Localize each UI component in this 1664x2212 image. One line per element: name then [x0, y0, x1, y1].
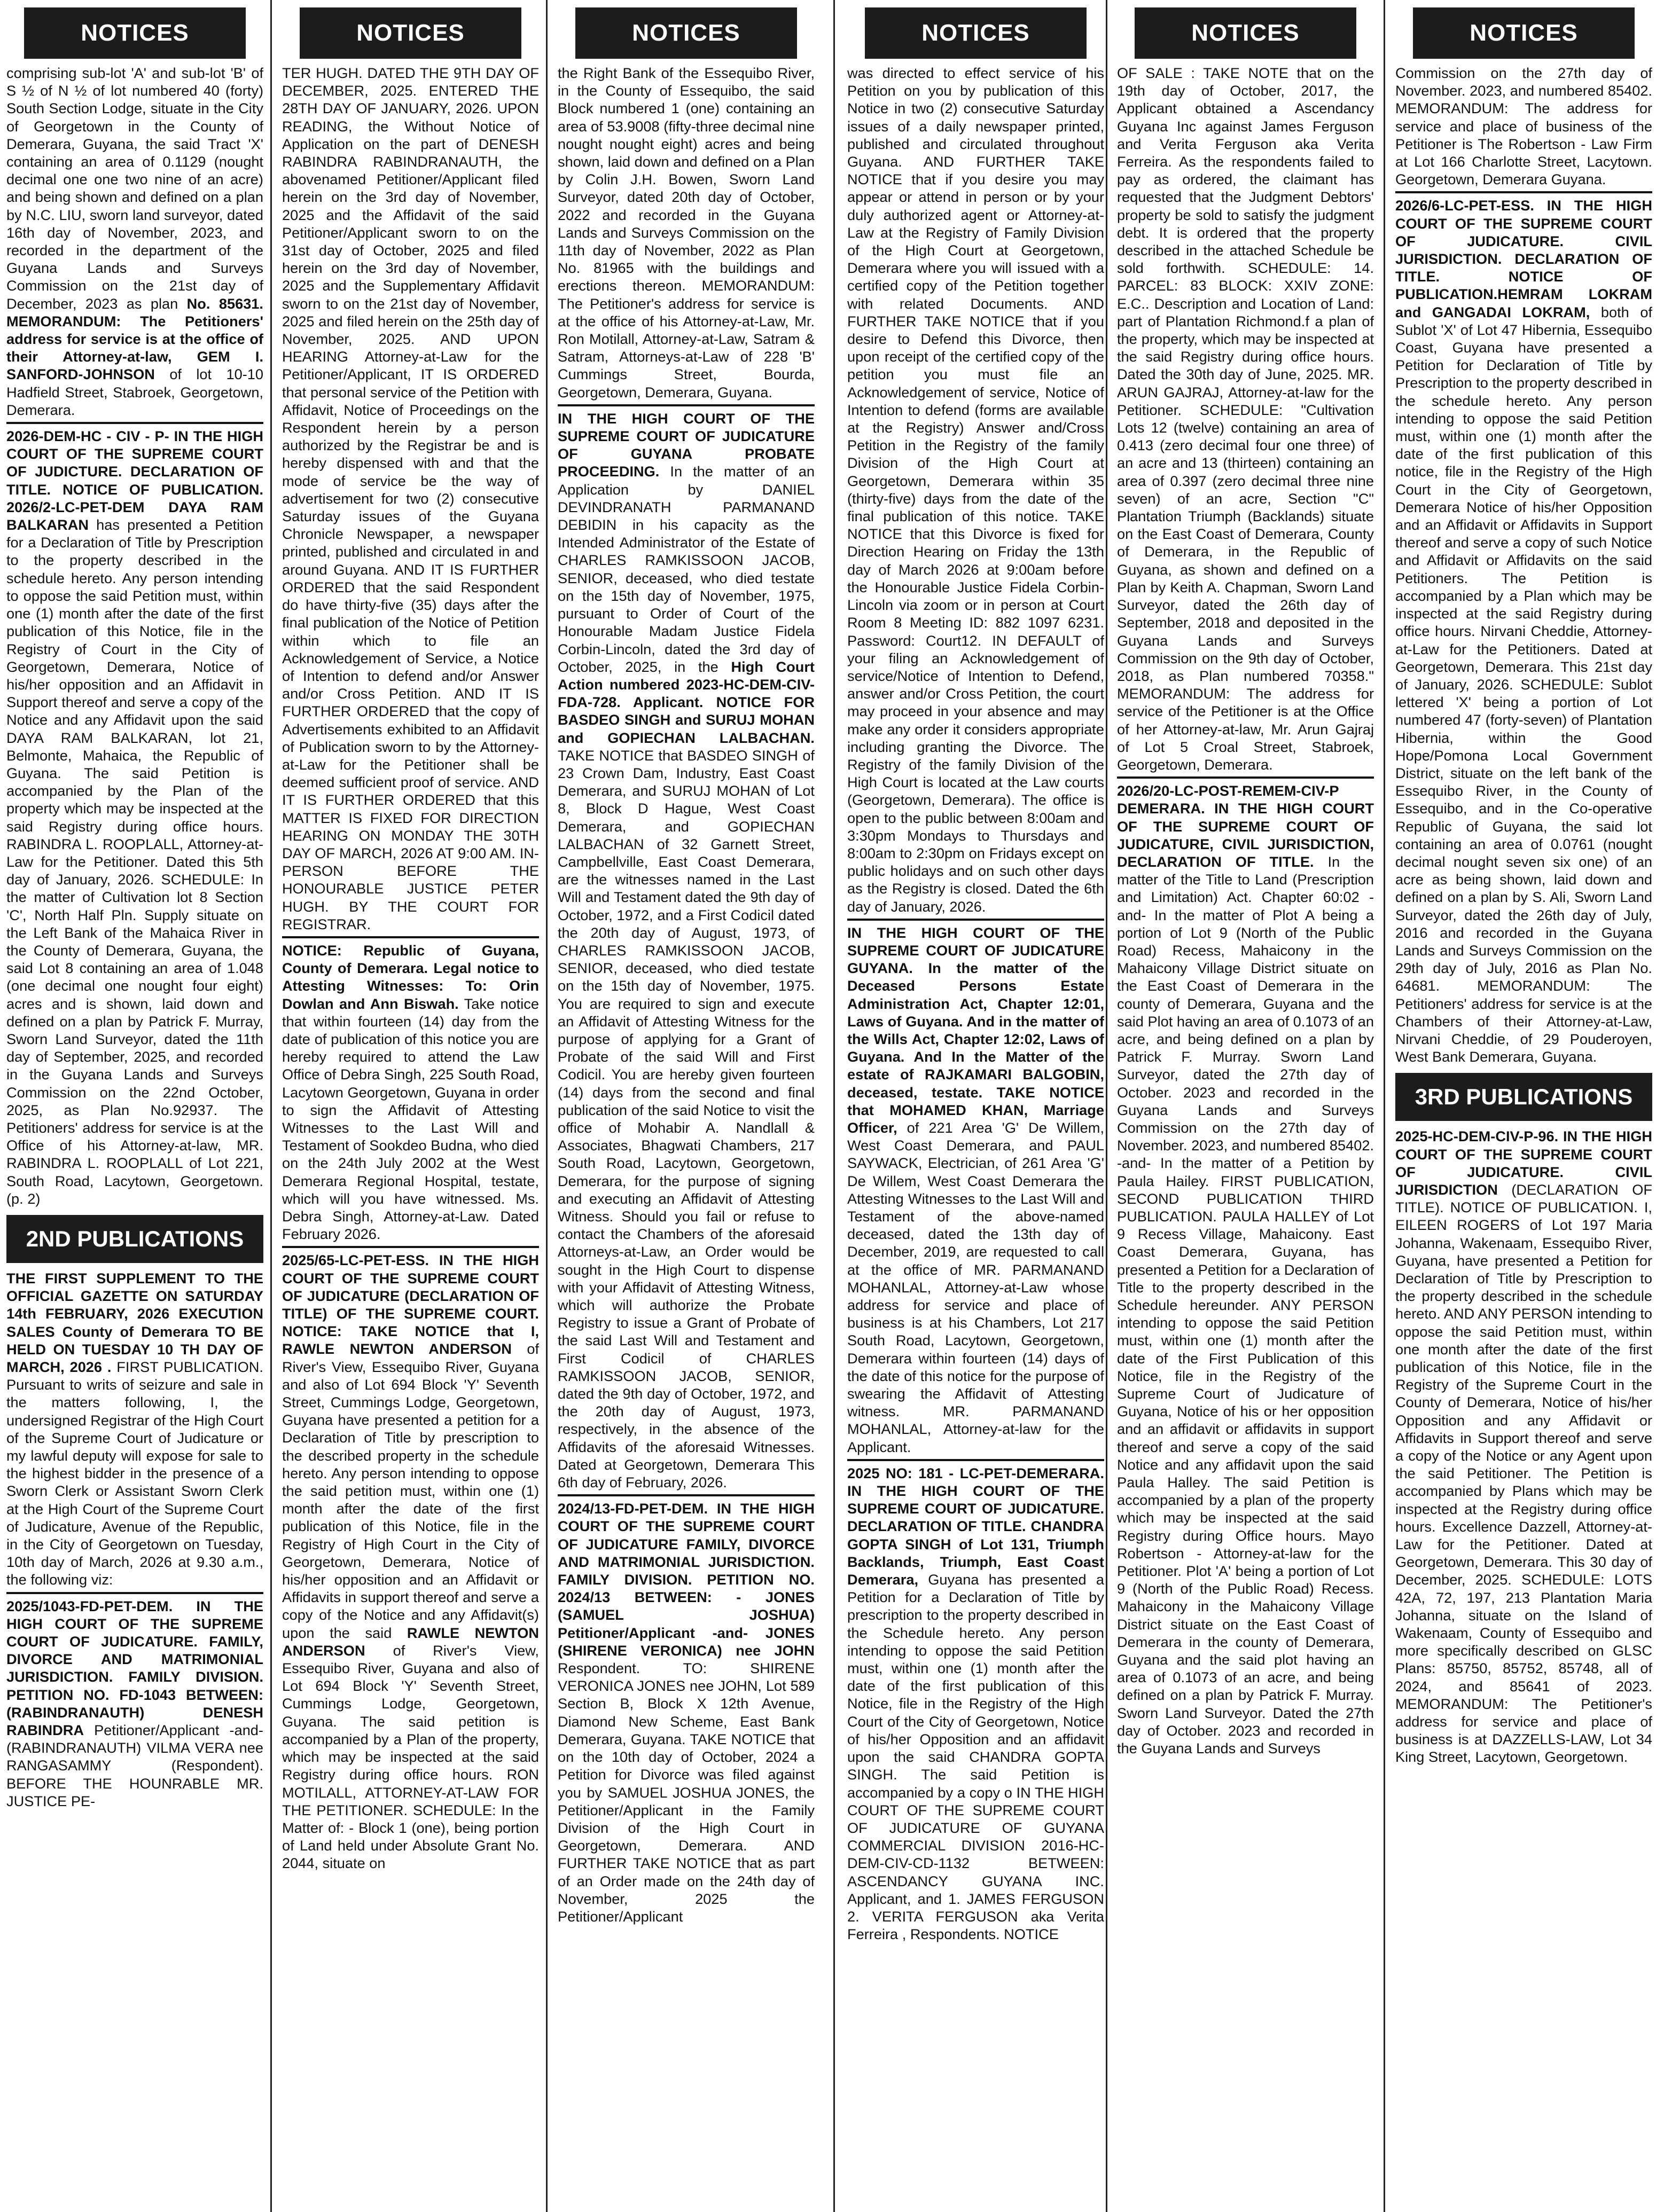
notice: [282, 942, 539, 1243]
notice: [6, 1597, 263, 1810]
column-divider: [1106, 0, 1107, 2212]
notices-header: NOTICES: [1135, 7, 1356, 59]
notice-heading: THE FIRST SUPPLEMENT TO THE OFFICIAL GAZETTE ON SATURDAY 14th FEBRUARY, 2026 EXECUTION SALES County of Demerara TO BE HELD ON TUESDAY 10 TH DAY OF MARCH, 2026 .: [6, 1270, 263, 1376]
notice-text: has presented a Petition for a Declaration of Title by Prescription to the property described in the schedule hereto. Any person intending to oppose the said Petition must, within one (1) month after the date of the first publication of this Notice, file in the Registry of Court in the City of Georgetown, Demerara, Notice of his/her opposition and an Affidavit in Support thereof and serve a copy of the Notice and any Affidavit upon the said DAYA RAM BALKARAN, lot 21, Belmonte, Mahaica, the Republic of Guyana. The said Petition is accompanied by the Plan of the property which may be inspected at the said Registry during office hours. RABINDRA L. ROOPLALL, Attorney-at-Law for the Petitioner. Dated this 5th day of January, 2026. SCHEDULE: In the matter of Cultivation lot 8 Section 'C', North Half Pln. Supply situate on the Left Bank of the Mahaica River in the County of Demerara, Guyana, the said Lot 8 containing an area of 1.048 (one decimal one nought four eight) acres and is shown, laid down and defined on a plan by Patrick F. Murray, Sworn Land Surveyor, dated the 11th day of September, 2025, and recorded in the Guyana Lands and Surveys Commission on the 22nd October, 2025, as Plan No.92937. The Petitioners' address for service is at the Office of his Attorney-at-law, MR. RABINDRA L. ROOPLALL of Lot 221, South Road, Lacytown, Georgetown. (p. 2): [6, 516, 263, 1207]
column-divider: [1384, 0, 1385, 2212]
notice-separator: [558, 404, 815, 406]
notices-header: NOTICES: [1413, 7, 1635, 59]
notice-heading: 2026-DEM-HC - CIV - P- IN THE HIGH COURT OF THE SUPREME COURT OF JUDICTURE. DECLARATION OF TITLE. NOTICE OF PUBLICATION. 2026/2-LC-PET-DEM DAYA RAM BALKARAN: [6, 428, 263, 534]
notice: [282, 1251, 539, 1872]
notice: [6, 1269, 263, 1589]
notice: [1395, 197, 1652, 1065]
notice-bold-text: High Court Action numbered 2023-HC-DEM-CIV-FDA-728. Applicant. NOTICE FOR BASDEO SINGH and SURUJ MOHAN and GOPIECHAN LALBACHAN.: [558, 658, 815, 746]
notices-header: NOTICES: [300, 7, 521, 59]
notice-text: (DECLARATION OF TITLE). NOTICE OF PUBLICATION. I, EILEEN ROGERS of Lot 197 Maria Johanna, Wakenaam, Essequibo River, Guyana, have presented a Petition for Declaration of Title by Prescription to the property described in the schedule hereto. AND ANY PERSON intending to oppose the said Petition must, within one month after the date of the first publication of this Notice, file in the Registry of the Supreme Court in the County of Demerara, Notice of his/her Opposition and any Affidavit or Affidavits in Support thereof and serve a copy of the Notice or any Agent upon the said Petitioner. The Petition is accompanied by Plans which may be inspected at the Registry during office hours. Excellence Dazzell, Attorney-at-Law for the Petitioner. Dated at Georgetown, Demerara. This 30 day of December, 2025. SCHEDULE: LOTS 42A, 72, 197, 213 Plantation Maria Johanna, situate on the Island of Wakenaam, County of Essequibo and more specifically described on GLSC Plans: 85750, 85752, 85748, all of 2024, and 85641 of 2023. MEMORANDUM: The Petitioner's address for service and place of business is at DAZZELLS-LAW, Lot 34 King Street, Lacytown, Georgetown.: [1395, 1181, 1652, 1766]
notice-heading: 2024/13-FD-PET-DEM. IN THE HIGH COURT OF THE SUPREME COURT OF JUDICATURE FAMILY, DIVORCE AND MATRIMONIAL JURISDICTION. FAMILY DIVISION. PETITION NO. 2024/13 BETWEEN: - JONES (SAMUEL JOSHUA) Petitioner/Applicant -and- JONES (SHIRENE VERONICA) nee JOHN: [558, 1500, 815, 1659]
column-5: [1117, 0, 1374, 2212]
notice: [1395, 1127, 1652, 1766]
column-2: [282, 0, 539, 2212]
column-text: [558, 64, 815, 1925]
section-banner-3rd-publications: 3RD PUBLICATIONS: [1395, 1073, 1652, 1121]
notices-header: NOTICES: [865, 7, 1087, 59]
section-banner-2nd-publications: 2ND PUBLICATIONS: [6, 1215, 263, 1263]
notice: [1395, 64, 1652, 188]
column-6: [1395, 0, 1652, 2212]
notice-heading: NOTICE: Republic of Guyana, County of Demerara. Legal notice to Attesting Witnesses: To: Orin Dowlan and Ann Biswah.: [282, 942, 539, 1012]
notices-header: NOTICES: [24, 7, 246, 59]
notice-separator: [1395, 191, 1652, 193]
notice: [6, 427, 263, 1207]
notice-separator: [6, 422, 263, 424]
notice-text: Respondent. TO: SHIRENE VERONICA JONES nee JOHN, Lot 589 Section B, Block X 12th Avenue, Diamond New Scheme, East Bank Demerara, Guyana. TAKE NOTICE that on the 10th day of October, 2024 a Petition for Divorce was filed against you by SAMUEL JOSHUA JONES, the Petitioner/Applicant in the Family Division of the High Court in Georgetown, Demerara. AND FURTHER TAKE NOTICE that as part of an Order made on the 24th day of November, 2025 the Petitioner/Applicant: [558, 1660, 815, 1925]
notice: [847, 1464, 1104, 1943]
notice-heading: 2025-HC-DEM-CIV-P-96. IN THE HIGH COURT OF THE SUPREME COURT OF JUDICATURE. CIVIL JURISDICTION: [1395, 1128, 1652, 1198]
notice: [1117, 64, 1374, 773]
notice-separator: [6, 1592, 263, 1594]
notice-text: In the matter of an Application by DANIEL DEVINDRANATH PARMANAND DEBIDIN in his capacity as the Intended Administrator of the Estate of CHARLES RAMKISSOON JACOB, SENIOR, deceased, who died testate on the 15th day of November, 1975, pursuant to Order of Court of the Honourable Madam Justice Fidela Corbin-Lincoln, dated the 3rd day of October, 2025, in the: [558, 463, 815, 675]
notice-text: of 221 Area 'G' De Willem, West Coast Demerara, and PAUL SAYWACK, Electrician, of 261 Area 'G' De Willem, West Coast Demerara the Attesting Witnesses to the Last Will and Testament of the above-named deceased, dated the 13th day of December, 2019, are requested to call at the office of MR. PARMANAND MOHANLAL, Attorney-at-Law whose address for service and place of business is at his Chambers, Lot 217 South Road, Lacytown, Georgetown, Demerara within fourteen (14) days of the date of this notice for the purpose of swearing the Affidavit of Attesting witness. MR. PARMANAND MOHANLAL, Attorney-at-law for the Applicant.: [847, 1119, 1104, 1455]
notice-heading: 2025 NO: 181 - LC-PET-DEMERARA. IN THE HIGH COURT OF THE SUPREME COURT OF JUDICATURE. DECLARATION OF TITLE. CHANDRA GOPTA SINGH of Lot 131, Triumph Backlands, Triumph, East Coast Demerara,: [847, 1464, 1104, 1588]
notice-text: TAKE NOTICE that BASDEO SINGH of 23 Crown Dam, Industry, East Coast Demerara, and SURUJ MOHAN of Lot 8, Block D Hague, West Coast Demerara, and GOPIECHAN LALBACHAN of 32 Garnett Street, Campbellville, East Coast Demerara, are the witnesses named in the Last Will and Testament dated the 9th day of October, 1972, and a First Codicil dated the 20th day of August, 1973, of CHARLES RAMKISSOON JACOB, SENIOR, deceased, who died testate on the 15th day of November, 1975. You are required to sign and execute an Affidavit of Attesting Witness for the purpose of applying for a Grant of Probate of the said Will and First Codicil. You are hereby given fourteen (14) days from the second and final publication of the said Notice to visit the office of Mohabir A. Nandlall & Associates, Bhagwati Chambers, 217 South Road, Lacytown, Georgetown, Demerara, for the purpose of signing and executing an Affidavit of Attesting Witness. Should you fail or refuse to contact the Chambers of the aforesaid Attorneys-at-Law, an Order would be sought in the High Court to dispense with your Affidavit of Attesting Witness, which will authorize the Probate Registry to issue a Grant of Probate of the said Last Will and Testament and First Codicil of CHARLES RAMKISSOON JACOB, SENIOR, dated the 9th day of October, 1972, and the 20th day of August, 1973, respectively, in the absence of the Affidavits of the aforesaid Witnesses. Dated at Georgetown, Demerara This 6th day of February, 2026.: [558, 747, 815, 1491]
notice-text: TER HUGH. DATED THE 9TH DAY OF DECEMBER, 2025. ENTERED THE 28TH DAY OF JANUARY, 2026. UPON READING, the Without Notice of Application on the part of DENESH RABINDRA RABINDRANAUTH, the abovenamed Petitioner/Applicant filed herein on the 3rd day of November, 2025 and the Affidavit of the said Petitioner/Applicant sworn to on the 31st day of October, 2025 and filed herein on the 3rd day of November, 2025 and the Supplementary Affidavit sworn to on the 21st day of November, 2025 and filed herein on the 25th day of November, 2025. AND UPON HEARING Attorney-at-Law for the Petitioner/Applicant, IT IS ORDERED that personal service of the Petition with Affidavit, Notice of Proceedings on the Respondent herein by a person authorized by the Registrar be and is hereby dispensed with and that the mode of service be the way of advertisement for two (2) consecutive Saturday issues of the Guyana Chronicle Newspaper, a newspaper printed, published and circulated in and around Guyana. AND IT IS FURTHER ORDERED that the said Respondent do have thirty-five (35) days after the final publication of the Notice of Petition within which to file an Acknowledgement of Service, a Notice of Intention to defend and/or Answer and/or Cross Petition. AND IT IS FURTHER ORDERED that the copy of Advertisements exhibited to an Affidavit of Publication sworn to by the Attorney-at-Law for the Petitioner shall be deemed sufficient proof of service. AND IT IS FURTHER ORDERED that this MATTER IS FIXED FOR DIRECTION HEARING ON MONDAY THE 30TH DAY OF MARCH, 2026 AT 9:00 AM. IN-PERSON BEFORE THE HONOURABLE JUSTICE PETER HUGH. BY THE COURT FOR REGISTRAR.: [282, 65, 539, 932]
notice-separator: [282, 1246, 539, 1248]
notice-heading: 2025/1043-FD-PET-DEM. IN THE HIGH COURT OF THE SUPREME COURT OF JUDICATURE. FAMILY, DIVORCE AND MATRIMONIAL JURISDICTION. FAMILY DIVISION. PETITION NO. FD-1043 BETWEEN:(RABINDRANAUTH) DENESH RABINDRA: [6, 1597, 263, 1739]
notice-text: of lot 10-10 Hadfield Street, Stabroek, Georgetown, Demerara.: [6, 366, 263, 418]
notice: [282, 64, 539, 933]
notice-text: Take notice that within fourteen (14) day from the date of publication of this notice you are hereby required to attend the Law Office of Debra Singh, 225 South Road, Lacytown Georgetown, Guyana in order to sign the Affidavit of Attesting Witnesses to the Last Will and Testament of Sookdeo Budna, who died on the 24th July 2002 at the West Demerara Regional Hospital, testate, which will you have witnessed. Ms. Debra Singh, Attorney-at-Law. Dated February 2026.: [282, 995, 539, 1243]
notice-separator: [847, 919, 1104, 921]
notice-separator: [847, 1459, 1104, 1461]
notice-text: of River's View, Essequibo River, Guyana and also of Lot 694 Block 'Y' Seventh Street, Cummings Lodge, Georgetown, Guyana. The said petition is accompanied by a Plan of the property, which may be inspected at the said Registry during office hours. RON MOTILALL, ATTORNEY-AT-LAW FOR THE PETITIONER. SCHEDULE: In the Matter of: - Block 1 (one), being portion of Land held under Absolute Grant No. 2044, situate on: [282, 1642, 539, 1872]
notice-text: Commission on the 27th day of November. 2023, and numbered 85402. MEMORANDUM: The address for service and place of business of the Petitioner is The Robertson - Law Firm at Lot 166 Charlotte Street, Lacytown. Georgetown, Demerara Guyana.: [1395, 65, 1652, 188]
column-4: [847, 0, 1104, 2212]
notice-separator: [282, 936, 539, 938]
column-1: [6, 0, 263, 2212]
notice-heading: 2026/20-LC-POST-REMEM-CIV-P DEMERARA. IN THE HIGH COURT OF THE SUPREME COURT OF JUDICATURE, CIVIL JURISDICTION, DECLARATION OF TITLE.: [1117, 782, 1374, 870]
notices-header: NOTICES: [575, 7, 797, 59]
notice: [6, 64, 263, 419]
column-text: [847, 64, 1104, 1943]
column-text: [1395, 64, 1652, 1766]
notice-text: Petitioner/Applicant -and- (RABINDRANAUTH) VILMA VERA nee RANGASAMMY (Respondent). BEFORE THE HOUNRABLE MR. JUSTICE PE-: [6, 1722, 263, 1809]
notice-text: In the matter of the Title to Land (Prescription and Limitation) Act. Chapter 60:02 -and- In the matter of Plot A being a portion of Lot 9 (North of the Public Road) Recess, Mahaicony in the Mahaicony Village District situate on the East Coast of Demerara in the county of Demerara, Guyana and the said Plot having an area of 0.1073 of an acre, and being defined on a plan by Patrick F. Murray. Sworn Land Surveyor, dated the 27th day of October. 2023 and recorded in the Guyana Lands and Surveys Commission on the 27th day of November. 2023, and numbered 85402. -and- In the matter of a Petition by Paula Hailey. FIRST PUBLICATION, SECOND PUBLICATION THIRD PUBLICATION. PAULA HALLEY of Lot 9 Recess Village, Mahaicony. East Coast Demerara, Guyana, has presented a Petition for a Declaration of Title to the property described in the Schedule hereunder. ANY PERSON intending to oppose the said Petition must, within one (1) month after the date of the First Publication of this Notice, file in the Registry of the Supreme Court of Judicature of Guyana, Notice of his or her opposition and an affidavit or affidavits in support thereof and serve a copy of the said Notice and any affidavit upon the said Paula Halley. The said Petition is accompanied by a plan of the property which may be inspected at the said Registry during Office hours. Mayo Robertson - Attorney-at-law for the Petitioner. Plot 'A' being a portion of Lot 9 (North of the Public Road) Recess. Mahaicony in the Mahaicony Village District situate on the East Coast of Demerara in the county of Demerara, Guyana and the said plot having an area of 0.1073 of an acre, and being defined on a plan by Patrick F. Murray. Sworn Land Surveyor. Dated the 27th day of October. 2023 and recorded in the Guyana Lands and Surveys: [1117, 853, 1374, 1757]
notice-separator: [1117, 776, 1374, 779]
notice-heading: 2025/65-LC-PET-ESS. IN THE HIGH COURT OF THE SUPREME COURT OF JUDICATURE (DECLARATION OF TITLE) OF THE SUPREME COURT. NOTICE: TAKE NOTICE that I, RAWLE NEWTON ANDERSON: [282, 1252, 539, 1358]
notice: [558, 410, 815, 1491]
notice-text: comprising sub-lot 'A' and sub-lot 'B' of S ½ of N ½ of lot numbered 40 (forty) South Section Lodge, situate in the City of Georgetown in the County of Demerara, Guyana, the said Tract 'X' containing an area of 0.1129 (nought decimal one one two nine of an acre) and being shown and defined on a plan by N.C. LIU, sworn land surveyor, dated 16th day of November, 2023, and recorded in the department of the Guyana Lands and Surveys Commission on the 21st day of December, 2023 as plan: [6, 65, 263, 312]
notice: [847, 924, 1104, 1456]
column-divider: [833, 0, 835, 2212]
notice: [558, 64, 815, 401]
notice-separator: [558, 1494, 815, 1496]
notice: [558, 1500, 815, 1925]
column-text: [1117, 64, 1374, 1757]
notice: [1117, 782, 1374, 1757]
column-text: [6, 64, 263, 1810]
notice-heading: 2026/6-LC-PET-ESS. IN THE HIGH COURT OF THE SUPREME COURT OF JUDICATURE. CIVIL JURISDICTION. DECLARATION OF TITLE. NOTICE OF PUBLICATION.HEMRAM LOKRAM and GANGADAI LOKRAM,: [1395, 197, 1652, 320]
notice-text: FIRST PUBLICATION. Pursuant to writs of seizure and sale in the matters following, I, the undersigned Registrar of the High Court of the Supreme Court of Judicature or my lawful deputy will expose for sale to the highest bidder in the presence of a Sworn Clerk or Assistant Sworn Clerk at the High Court of the Supreme Court of Judicature, Avenue of the Republic, in the City of Georgetown on Tuesday, 10th day of March, 2026 at 9.30 a.m., the following viz:: [6, 1359, 263, 1588]
notice-text: OF SALE : TAKE NOTE that on the 19th day of October, 2017, the Applicant obtained a Ascendancy Guyana Inc against James Ferguson and Verita Ferguson aka Verita Ferreira. As the respondents failed to pay as ordered, the claimant has requested that the Judgment Debtors' property be sold to satisfy the judgment debt. It is ordered that the property described in the attached Schedule be sold forthwith. SCHEDULE: 14. PARCEL: 83 BLOCK: XXIV ZONE: E.C.. Description and Location of Land: part of Plantation Richmond.f a plan of the property, which may be inspected at the said Registry during office hours. Dated the 30th day of June, 2025. MR. ARUN GAJRAJ, Attorney-at-law for the Petitioner. SCHEDULE: "Cultivation Lots 12 (twelve) containing an area of 0.413 (zero decimal four one three) of an acre and 13 (thirteen) containing an area of 0.397 (zero decimal three nine seven) of an acre, Section "C" Plantation Triumph (Backlands) situate on the East Coast of Demerara, County of Demerara, in the Republic of Guyana, as shown and defined on a Plan by Keith A. Chapman, Sworn Land Surveyor, dated the 26th day of September, 2018 and deposited in the Guyana Lands and Surveys Commission on the 9th day of October, 2018, as Plan numbered 70358." MEMORANDUM: The address for service of the Petitioner is at the Office of her Attorney-at-law, Mr. Arun Gajraj of Lot 5 Croal Street, Stabroek, Georgetown, Demerara.: [1117, 65, 1374, 773]
column-text: [282, 64, 539, 1872]
notice: [847, 64, 1104, 915]
notice-bold-text: RAWLE NEWTON ANDERSON: [282, 1624, 539, 1659]
notice-heading: IN THE HIGH COURT OF THE SUPREME COURT OF JUDICATURE GUYANA. In the matter of the Deceased Persons Estate Administration Act, Chapter 12:01, Laws of Guyana. And in the matter of the Wills Act, Chapter 12:02, Laws of Guyana. And In the Matter of the estate of RAJKAMARI BALGOBIN, deceased, testate. TAKE NOTICE that MOHAMED KHAN, Marriage Officer,: [847, 924, 1104, 1136]
notice-heading: IN THE HIGH COURT OF THE SUPREME COURT OF JUDICATURE OF GUYANA PROBATE PROCEEDING.: [558, 410, 815, 480]
column-divider: [546, 0, 548, 2212]
notice-text: was directed to effect service of his Petition on you by publication of this Notice in two (2) consecutive Saturday issues of a daily newspaper printed, published and circulated throughout Guyana. AND FURTHER TAKE NOTICE that if you desire you may appear or attend in person or by your duly authorized agent or Attorney-at-Law at the Registry of Family Division of the High Court at Georgetown, Demerara where you will issued with a certified copy of the Petition together with related Documents. AND FURTHER TAKE NOTICE that if you desire to Defend this Divorce, then upon receipt of the certified copy of the petition you must file an Acknowledgement of service, Notice of Intention to defend (forms are available at the Registry) Answer and/Cross Petition in the Registry of the family Division of the High Court at Georgetown, Demerara within 35 (thirty-five) days from the date of the final publication of this notice. TAKE NOTICE that this Divorce is fixed for Direction Hearing on Friday the 13th day of March 2026 at 9:00am before the Honourable Justice Fidela Corbin-Lincoln via zoom or in person at Court Room 8 Meeting ID: 882 1097 6231. Password: Court12. IN DEFAULT of your filing an Acknowledgement of service/Notice of Intention to Defend, answer and/or Cross Petition, the court may proceed in your absence and may make any order it considers appropriate including granting the Divorce. The Registry of the family Division of the High Court is located at the Law courts (Georgetown, Demerara). The office is open to the public between 8:00am and 3:30pm Mondays to Thursdays and 8:00am to 2:30pm on Fridays except on public holidays and on such other days as the Registry is closed. Dated the 6th day of January, 2026.: [847, 65, 1104, 915]
notice-bold-text: No. 85631. MEMORANDUM: The Petitioners' address for service is at the office of their Attorney-at-law, GEM I. SANFORD-JOHNSON: [6, 295, 263, 383]
column-3: [558, 0, 815, 2212]
notice-text: Guyana has presented a Petition for a Declaration of Title by prescription to the property described in the Schedule hereto. Any person intending to oppose the said Petition must, within one (1) month after the date of the first publication of this Notice, file in the Registry of the High Court of the City of Georgetown, Notice of his/her Opposition and an affidavit upon the said CHANDRA GOPTA SINGH. The said Petition is accompanied by a copy o IN THE HIGH COURT OF THE SUPREME COURT OF JUDICATURE OF GUYANA COMMERCIAL DIVISION 2016-HC-DEM-CIV-CD-1132 BETWEEN: ASCENDANCY GUYANA INC. Applicant, and 1. JAMES FERGUSON 2. VERITA FERGUSON aka Verita Ferreira , Respondents. NOTICE: [847, 1571, 1104, 1943]
notice-text: of River's View, Essequibo River, Guyana and also of Lot 694 Block 'Y' Seventh Street, Cummings Lodge, Georgetown, Guyana have presented a petition for a Declaration of Title by prescription to the described property in the schedule hereto. Any person intending to oppose the said petition must, within one (1) month after the date of the first publication of this Notice, file in the Registry of High Court in the City of Georgetown, Demerara, Notice of his/her opposition and an Affidavit or Affidavits in support thereof and serve a copy of the Notice and any Affidavit(s) upon the said: [282, 1340, 539, 1641]
notice-text: both of Sublot 'X' of Lot 47 Hibernia, Essequibo Coast, Guyana have presented a Petition for Declaration of Title by Prescription to the property described in the schedule hereto. Any person intending to oppose the said Petition must, within one (1) month after the date of the first publication of this notice, file in the Registry of the High Court in the City of Georgetown, Demerara Notice of his/her Opposition and an Affidavit or Affidavits in Support thereof and serve a copy of such Notice and Affidavit or Affidavits on the said Petitioners. The Petition is accompanied by a Plan which may be inspected at the said Registry during office hours. Nirvani Cheddie, Attorney-at-Law for the Petitioners. Dated at Georgetown, Demerara. This 21st day of January, 2026. SCHEDULE: Sublot lettered 'X' being a portion of Lot numbered 47 (forty-seven) of Plantation Hibernia, within the Good Hope/Pomona Local Government District, situate on the left bank of the Essequibo River, in the County of Essequibo, and in the Co-operative Republic of Guyana, the said lot containing an area of 0.0761 (nought decimal nought seven six one) of an acre as being shown, laid down and defined on a plan by S. Ali, Sworn Land Surveyor, dated the 26th day of July, 2016 and recorded in the Guyana Lands and Surveys Commission on the 29th day of July, 2016 as Plan No. 64681. MEMORANDUM: The Petitioners' address for service is at the Chambers of their Attorney-at-Law, Nirvani Cheddie, of 29 Pouderoyen, West Bank Demerara, Guyana.: [1395, 303, 1652, 1065]
notice-text: the Right Bank of the Essequibo River, in the County of Essequibo, the said Block numbered 1 (one) containing an area of 53.9008 (fifty-three decimal nine nought nought eight) acres and being shown, laid down and defined on a Plan by Colin J.H. Bowen, Sworn Land Surveyor, dated 20th day of October, 2022 and recorded in the Guyana Lands and Surveys Commission on the 11th day of November, 2022 as Plan No. 81965 with the buildings and erections thereon. MEMORANDUM: The Petitioner's address for service is at the office of his Attorney-at-Law, Mr. Ron Motilall, Attorney-at-Law, Satram & Satram, Attorneys-at-Law of 228 'B' Cummings Street, Bourda, Georgetown, Demerara, Guyana.: [558, 65, 815, 401]
column-divider: [270, 0, 272, 2212]
